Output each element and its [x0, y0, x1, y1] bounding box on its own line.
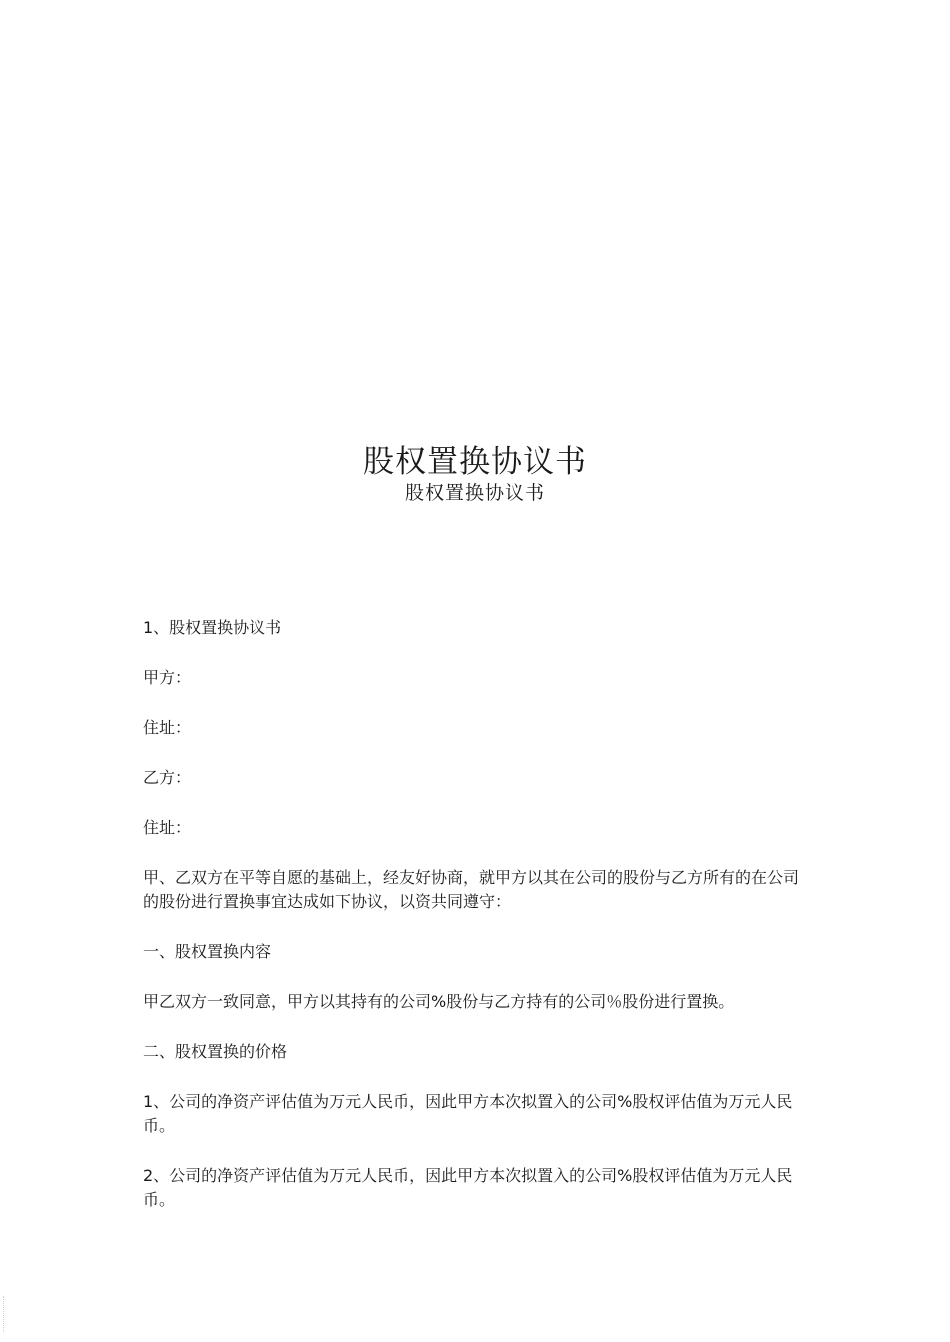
paragraph-address-a: 住址：	[143, 718, 192, 737]
paragraph-preamble: 甲、乙双方在平等自愿的基础上，经友好协商，就甲方以其在公司的股份与乙方所有的在公司的股份进行置换事宜达成如下协议，以资共同遵守：	[143, 868, 800, 911]
paragraph-exchange-terms: 甲乙双方一致同意，甲方以其持有的公司%股份与乙方持有的公司％股份进行置换。	[143, 992, 735, 1011]
paragraph-party-b: 乙方：	[143, 768, 192, 787]
paragraph-party-a: 甲方：	[143, 668, 192, 687]
paragraph-heading-price: 二、股权置换的价格	[143, 1042, 288, 1061]
paragraph-price-2: 2、公司的净资产评估值为万元人民币，因此甲方本次拟置入的公司%股权评估值为万元人民币。	[143, 1166, 793, 1209]
margin-marker	[3, 1296, 6, 1332]
paragraph-section-heading: 1、股权置换协议书	[143, 618, 282, 637]
document-subtitle: 股权置换协议书	[404, 482, 545, 504]
document-title: 股权置换协议书	[363, 444, 587, 480]
document-body	[143, 616, 811, 1238]
paragraph-address-b: 住址：	[143, 818, 192, 837]
paragraph-price-1: 1、公司的净资产评估值为万元人民币，因此甲方本次拟置入的公司%股权评估值为万元人民币。	[143, 1092, 793, 1135]
paragraph-heading-content: 一、股权置换内容	[143, 942, 272, 961]
